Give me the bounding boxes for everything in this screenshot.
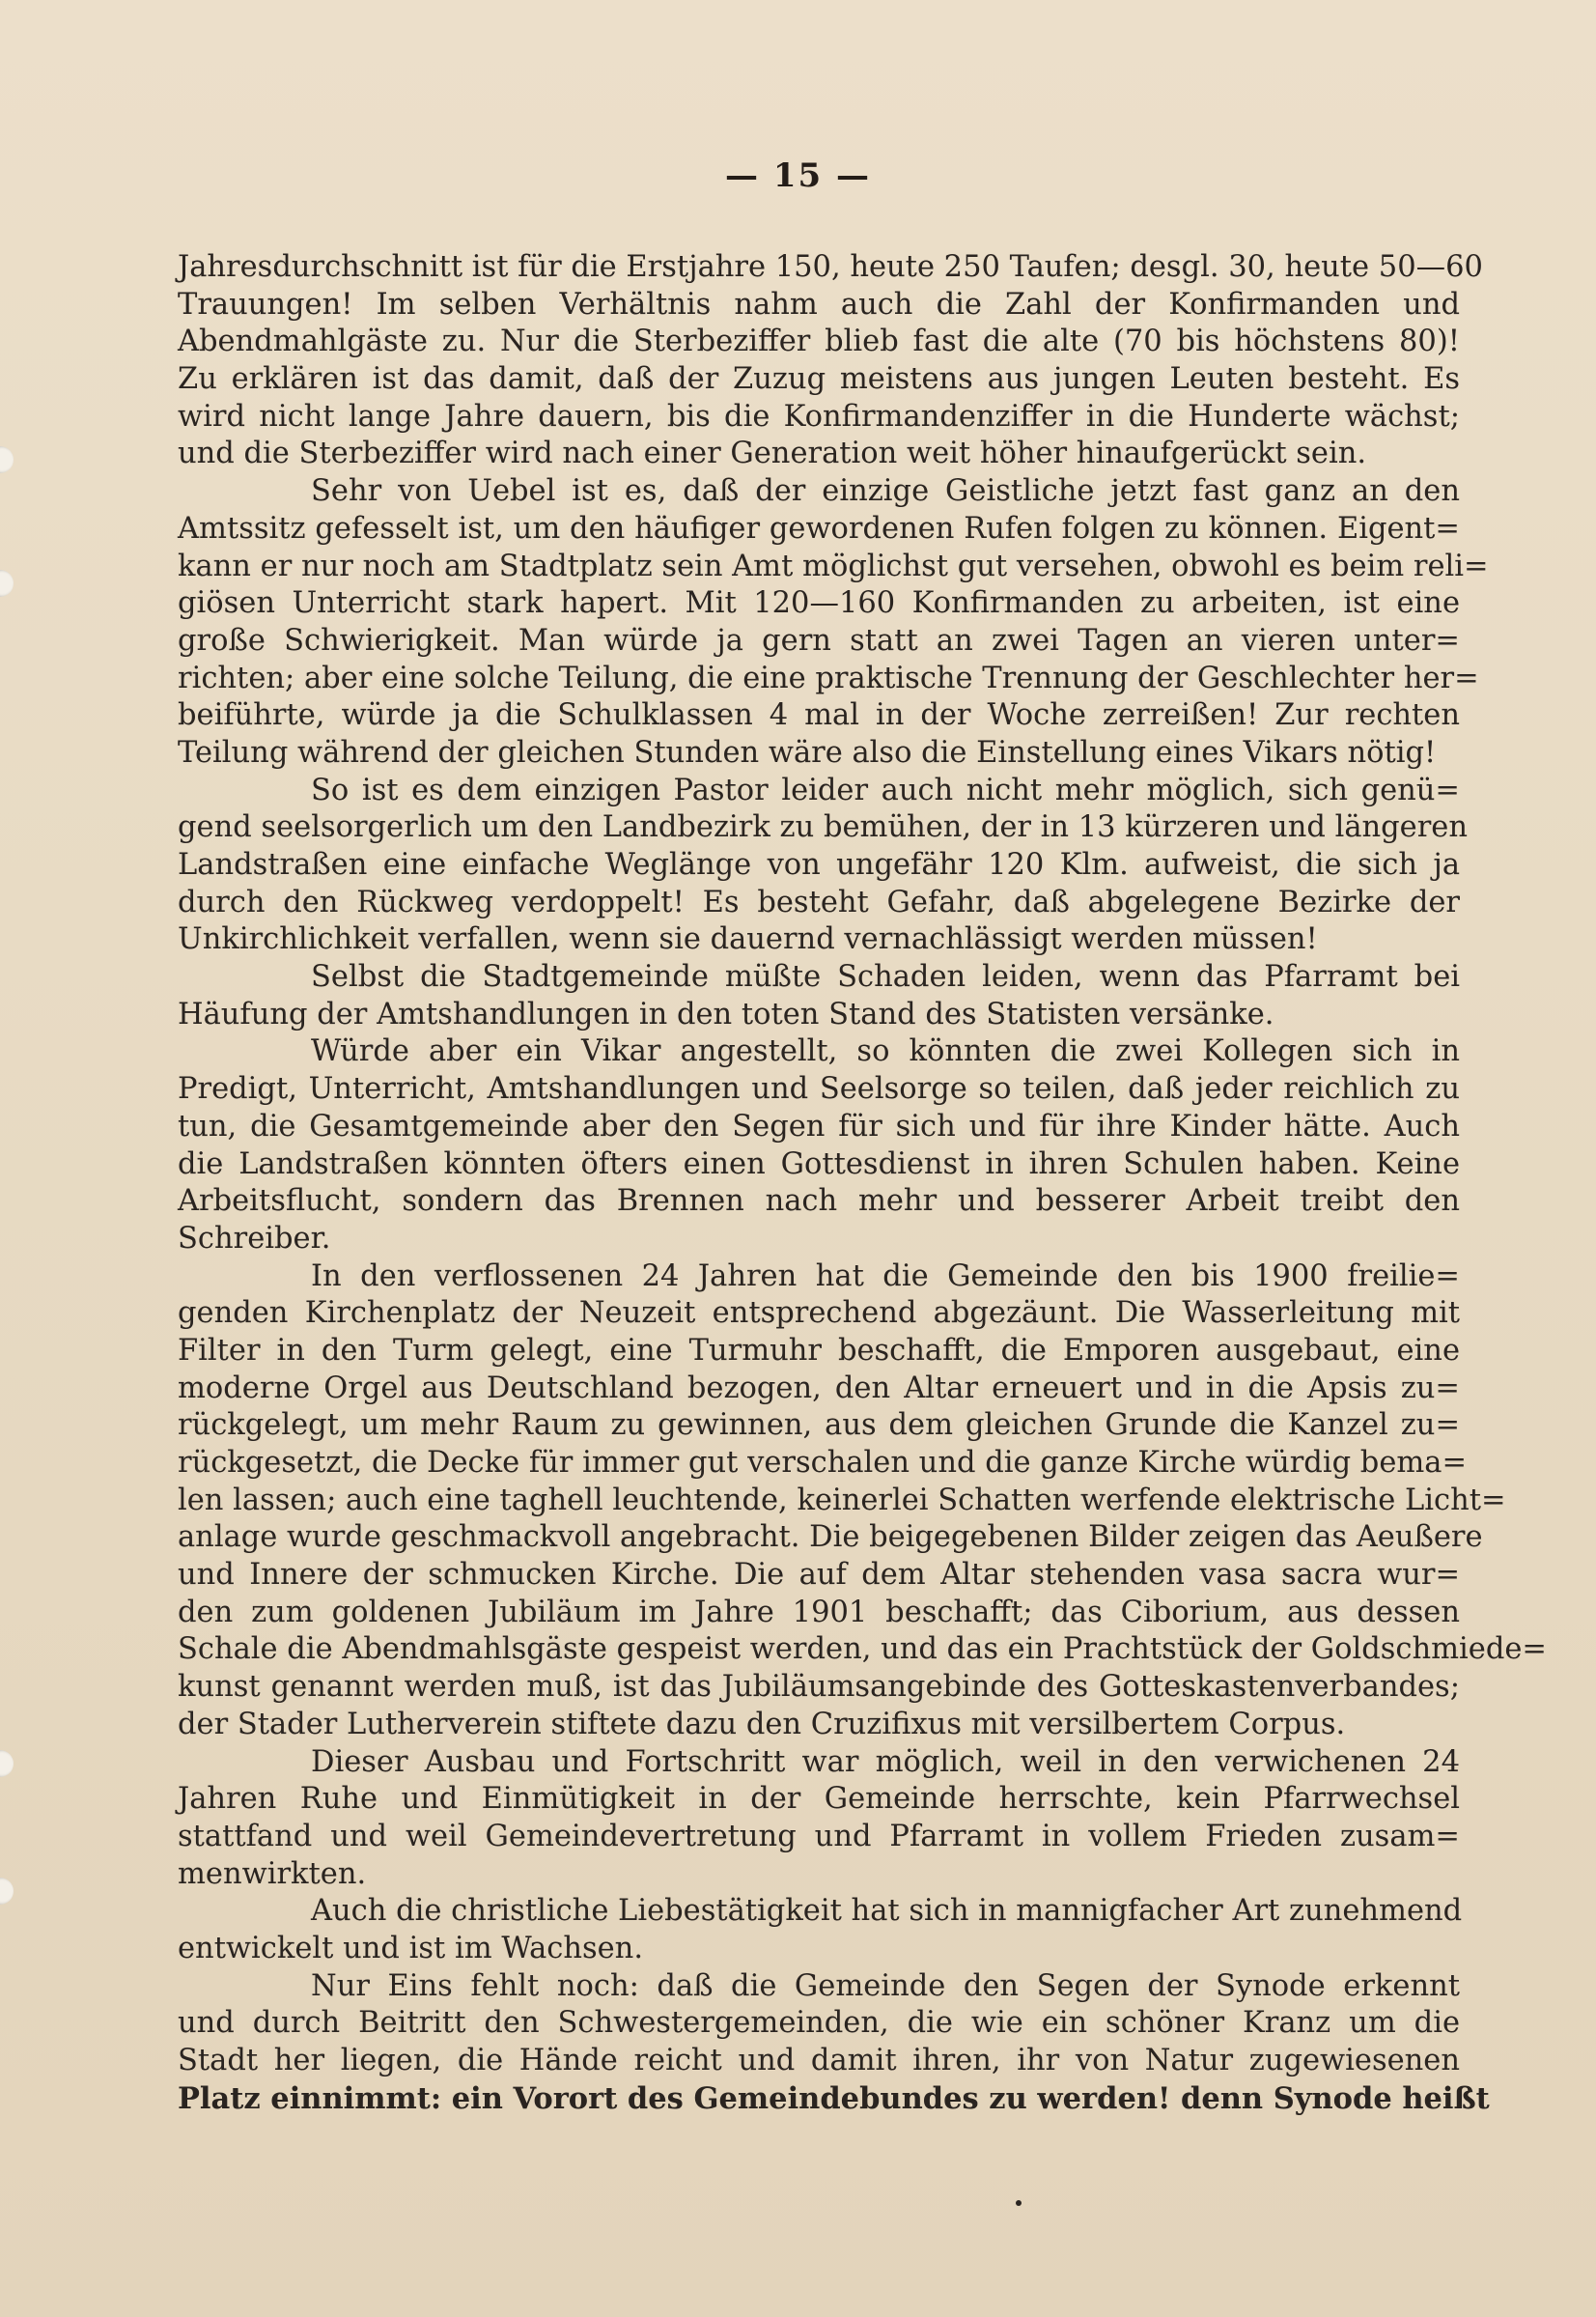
text-line: Schale die Abendmahlsgäste gespeist werden, und das ein Prachtstück der Goldschmiede= xyxy=(178,1632,1547,1667)
text-line: Landstraßen eine einfache Weglänge von ungefähr 120 Klm. aufweist, die sich ja xyxy=(178,848,1460,882)
text-line: Unkirchlichkeit verfallen, wenn sie dauernd vernachlässigt werden müssen! xyxy=(178,922,1318,957)
text-line: kunst genannt werden muß, ist das Jubiläumsangebinde des Gotteskastenverbandes; xyxy=(178,1670,1460,1705)
text-line: die Landstraßen könnten öfters einen Gottesdienst in ihren Schulen haben. Keine xyxy=(178,1146,1460,1181)
print-mark xyxy=(1016,2200,1022,2206)
text-line: Nur Eins fehlt noch: daß die Gemeinde den Segen der Synode erkennt xyxy=(311,1968,1460,2003)
text-line: Platz einnimmt: ein Vorort des Gemeindebundes zu werden! denn Synode heißt xyxy=(178,2080,1490,2116)
text-line: giösen Unterricht stark hapert. Mit 120—160 Konfirmanden zu arbeiten, ist eine xyxy=(178,586,1460,621)
text-line: stattfand und weil Gemeindevertretung und Pfarramt in vollem Frieden zusam= xyxy=(178,1819,1460,1853)
text-line: Selbst die Stadtgemeinde müßte Schaden leiden, wenn das Pfarramt bei xyxy=(311,960,1460,995)
text-line: Abendmahlgäste zu. Nur die Sterbeziffer blieb fast die alte (70 bis höchstens 80)! xyxy=(178,325,1460,359)
text-line: tun, die Gesamtgemeinde aber den Segen für sich und für ihre Kinder hätte. Auch xyxy=(178,1109,1460,1144)
text-line: Dieser Ausbau und Fortschritt war möglich, weil in den verwichenen 24 xyxy=(311,1744,1460,1779)
text-line: Predigt, Unterricht, Amtshandlungen und Seelsorge so teilen, daß jeder reichlich zu xyxy=(178,1072,1460,1107)
binding-hole xyxy=(0,1878,14,1905)
binding-hole xyxy=(0,446,14,473)
text-line: richten; aber eine solche Teilung, die eine praktische Trennung der Geschlechter her= xyxy=(178,661,1479,695)
text-line: Jahresdurchschnitt ist für die Erstjahre 150, heute 250 Taufen; desgl. 30, heute 50—60 xyxy=(178,250,1483,284)
text-line: Häufung der Amtshandlungen in den toten Stand des Statisten versänke. xyxy=(178,997,1274,1031)
text-line: anlage wurde geschmackvoll angebracht. Die beigegebenen Bilder zeigen das Aeußere xyxy=(178,1520,1483,1555)
text-line: Stadt her liegen, die Hände reicht und damit ihren, ihr von Natur zugewiesenen xyxy=(178,2044,1460,2077)
text-line: rückgesetzt, die Decke für immer gut verschalen und die ganze Kirche würdig bema= xyxy=(178,1446,1468,1480)
text-line: Arbeitsflucht, sondern das Brennen nach mehr und besserer Arbeit treibt den xyxy=(178,1184,1460,1219)
text-line: Schreiber. xyxy=(178,1221,331,1256)
text-line: Jahren Ruhe und Einmütigkeit in der Gemeinde herrschte, kein Pfarrwechsel xyxy=(178,1782,1460,1817)
page-number: — 15 — xyxy=(725,156,871,195)
text-line: moderne Orgel aus Deutschland bezogen, den Altar erneuert und in die Apsis zu= xyxy=(178,1370,1460,1405)
text-line: Auch die christliche Liebestätigkeit hat sich in mannigfacher Art zunehmend xyxy=(311,1894,1463,1929)
text-line: Trauungen! Im selben Verhältnis nahm auch die Zahl der Konfirmanden und xyxy=(178,287,1460,322)
text-line: und Innere der schmucken Kirche. Die auf dem Altar stehenden vasa sacra wur= xyxy=(178,1558,1460,1593)
body-text xyxy=(178,249,1547,2117)
text-line: wird nicht lange Jahre dauern, bis die Konfirmandenziffer in die Hunderte wächst; xyxy=(178,399,1460,434)
text-line: beiführte, würde ja die Schulklassen 4 mal in der Woche zerreißen! Zur rechten xyxy=(178,698,1460,733)
binding-hole xyxy=(0,570,14,597)
text-line: genden Kirchenplatz der Neuzeit entsprechend abgezäunt. Die Wasserleitung mit xyxy=(178,1296,1460,1331)
text-line: menwirkten. xyxy=(178,1856,367,1891)
text-line: und die Sterbeziffer wird nach einer Generation weit höher hinaufgerückt sein. xyxy=(178,437,1367,471)
text-line: Sehr von Uebel ist es, daß der einzige Geistliche jetzt fast ganz an den xyxy=(311,474,1460,509)
text-line: len lassen; auch eine taghell leuchtende, keinerlei Schatten werfende elektrische Licht= xyxy=(178,1483,1506,1517)
text-line: In den verflossenen 24 Jahren hat die Gemeinde den bis 1900 freilie= xyxy=(311,1258,1460,1293)
text-line: rückgelegt, um mehr Raum zu gewinnen, aus dem gleichen Grunde die Kanzel zu= xyxy=(178,1408,1460,1443)
text-line: kann er nur noch am Stadtplatz sein Amt möglichst gut versehen, obwohl es beim reli= xyxy=(178,549,1489,583)
text-line: große Schwierigkeit. Man würde ja gern statt an zwei Tagen an vieren unter= xyxy=(178,623,1460,658)
text-line: Amtssitz gefesselt ist, um den häufiger gewordenen Rufen folgen zu können. Eigent= xyxy=(178,511,1460,546)
text-line: entwickelt und ist im Wachsen. xyxy=(178,1931,644,1965)
text-line: So ist es dem einzigen Pastor leider auch nicht mehr möglich, sich genü= xyxy=(311,773,1460,807)
text-line: gend seelsorgerlich um den Landbezirk zu bemühen, der in 13 kürzeren und längeren xyxy=(178,810,1468,845)
text-line: und durch Beitritt den Schwestergemeinden, die wie ein schöner Kranz um die xyxy=(178,2006,1460,2041)
text-line: der Stader Lutherverein stiftete dazu den Cruzifixus mit versilbertem Corpus. xyxy=(178,1707,1346,1741)
text-line: den zum goldenen Jubiläum im Jahre 1901 beschafft; das Ciborium, aus dessen xyxy=(178,1595,1460,1629)
text-line: Teilung während der gleichen Stunden wäre also die Einstellung eines Vikars nötig! xyxy=(178,735,1437,770)
binding-hole xyxy=(0,1750,14,1777)
text-line: Würde aber ein Vikar angestellt, so könnten die zwei Kollegen sich in xyxy=(311,1034,1460,1069)
text-line: Filter in den Turm gelegt, eine Turmuhr beschafft, die Emporen ausgebaut, eine xyxy=(178,1333,1460,1368)
text-line: durch den Rückweg verdoppelt! Es besteht Gefahr, daß abgelegene Bezirke der xyxy=(178,885,1460,919)
text-line: Zu erklären ist das damit, daß der Zuzug meistens aus jungen Leuten besteht. Es xyxy=(178,362,1460,397)
